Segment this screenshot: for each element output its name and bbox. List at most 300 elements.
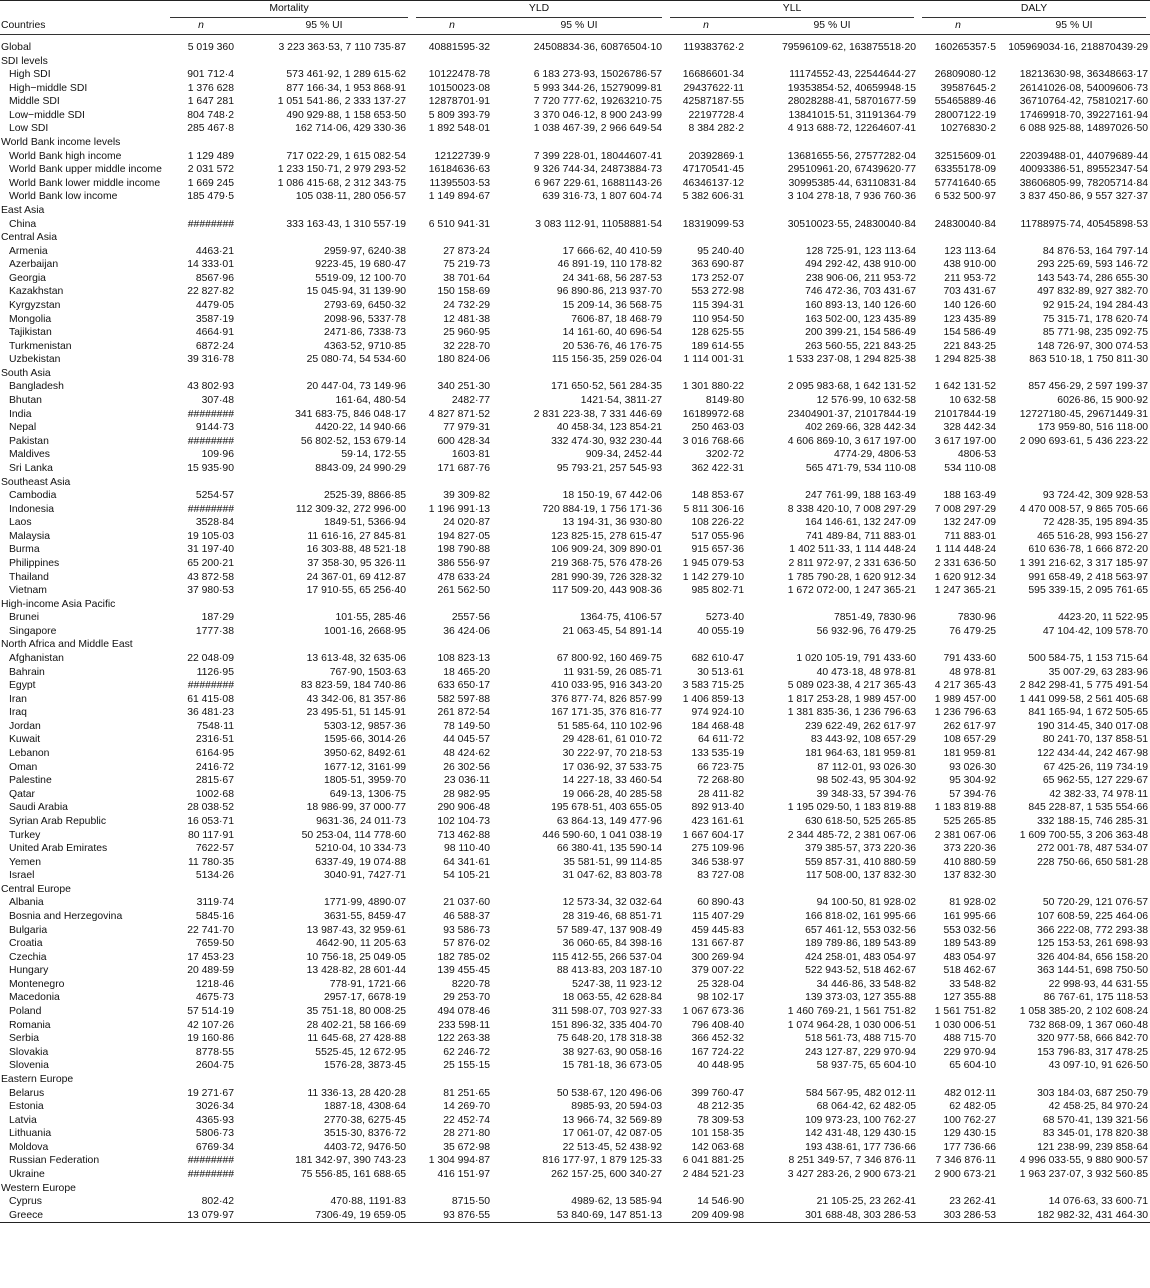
- table-row: [0, 326, 1150, 340]
- ui-cell: 1 441 099·58, 2 561 405·68: [1019, 693, 1149, 705]
- table-row: [0, 258, 1150, 272]
- group-heading: Southeast Asia: [1, 476, 71, 488]
- ui-cell: 75 648·20, 178 318·38: [556, 1033, 663, 1045]
- ui-cell: 68 570·41, 139 321·56: [1042, 1114, 1149, 1126]
- ui-cell: 584 567·95, 482 012·11: [805, 1087, 917, 1099]
- n-cell: 36 424·06: [443, 625, 491, 637]
- table-row: [0, 896, 1150, 910]
- ui-cell: 424 258·01, 483 054·97: [805, 951, 917, 963]
- n-cell: 974 924·10: [691, 707, 745, 719]
- group-heading: East Asia: [1, 204, 45, 216]
- ui-cell: 2 095 983·68, 1 642 131·52: [787, 381, 917, 393]
- n-cell: 985 802·71: [691, 585, 745, 597]
- ui-cell: 105969034·16, 218870439·29: [1008, 42, 1149, 53]
- table-row: [0, 706, 1150, 720]
- ui-cell: 1 963 237·07, 3 932 560·85: [1019, 1168, 1149, 1180]
- ui-cell: 12 576·99, 10 632·58: [816, 395, 917, 407]
- ui-cell: 639 316·73, 1 807 604·74: [542, 191, 663, 203]
- ui-cell: 161·64, 480·54: [335, 395, 407, 407]
- n-cell: 102 104·73: [437, 815, 491, 827]
- group-daly: DALY: [918, 1, 1150, 19]
- n-cell: 1218·46: [195, 978, 234, 990]
- country-name: Sri Lanka: [9, 462, 53, 474]
- n-cell: 6769·34: [195, 1141, 234, 1153]
- table-row: [0, 543, 1150, 557]
- ui-cell: 9223·45, 19 680·47: [315, 259, 407, 271]
- n-cell: 95 240·40: [697, 245, 745, 257]
- n-cell: 410 880·59: [943, 856, 997, 868]
- ui-cell: 4420·22, 14 940·66: [315, 422, 407, 434]
- table-row: [0, 462, 1150, 476]
- ui-cell: 518 561·73, 488 715·70: [805, 1033, 917, 1045]
- ui-cell: 11788975·74, 40545898·53: [1020, 218, 1149, 230]
- n-cell: 42 107·26: [187, 1019, 234, 1031]
- table-row: [0, 190, 1150, 204]
- n-cell: 386 556·97: [437, 557, 491, 569]
- ui-cell: 95 793·21, 257 545·93: [556, 462, 663, 474]
- group-heading: North Africa and Middle East: [1, 639, 133, 651]
- ui-cell: 13 987·43, 32 959·61: [306, 924, 407, 936]
- n-cell: 63355178·09: [934, 164, 997, 176]
- n-cell: 122 263·38: [437, 1033, 491, 1045]
- n-cell: 19 271·67: [187, 1087, 234, 1099]
- ui-cell: 4 913 688·72, 12264607·41: [787, 123, 917, 135]
- n-cell: 32515609·01: [934, 150, 997, 162]
- n-cell: 1 247 365·21: [934, 585, 997, 597]
- n-cell: 189 543·89: [943, 938, 997, 950]
- n-cell: 1 406 859·13: [682, 693, 745, 705]
- n-cell: 109·96: [201, 449, 234, 461]
- n-cell: 22 827·82: [187, 286, 234, 298]
- ui-cell: 5247·38, 11 923·12: [572, 978, 663, 990]
- ui-cell: 109 973·23, 100 762·27: [805, 1114, 917, 1126]
- n-cell: 290 906·48: [437, 802, 491, 814]
- table-row: [0, 652, 1150, 666]
- n-cell: 7830·96: [957, 612, 997, 624]
- n-cell: 6164·95: [195, 748, 234, 760]
- country-name: Georgia: [9, 272, 46, 284]
- n-cell: 161 995·66: [943, 911, 997, 922]
- table-row: [0, 1087, 1150, 1101]
- country-name: Vietnam: [9, 585, 47, 597]
- n-cell: 8149·80: [705, 395, 745, 407]
- ui-cell: 1 391 216·62, 3 317 185·97: [1019, 557, 1149, 569]
- n-cell: 83 727·08: [697, 870, 745, 882]
- n-cell: 2416·72: [195, 761, 234, 773]
- table-row: [0, 842, 1150, 856]
- n-cell: 1 183 819·88: [934, 802, 997, 814]
- ui-cell: 1 381 835·36, 1 236 796·63: [787, 707, 917, 719]
- n-cell: 7 346 876·11: [935, 1155, 997, 1167]
- ui-cell: 1 785 790·28, 1 620 912·34: [787, 571, 917, 583]
- n-cell: 65 200·21: [187, 557, 234, 569]
- table-row: [0, 869, 1150, 883]
- n-cell: 123 113·64: [944, 245, 997, 257]
- country-name: Bahrain: [9, 666, 45, 678]
- ui-cell: 143 543·74, 286 655·30: [1037, 272, 1149, 284]
- n-cell: 303 286·53: [918, 1209, 998, 1223]
- table-row: [0, 489, 1150, 503]
- ui-cell: 65 962·55, 127 229·67: [1042, 775, 1149, 787]
- ui-cell: 767·90, 1503·63: [329, 666, 407, 678]
- n-cell: 40881595·32: [428, 42, 491, 53]
- ui-cell: 56 802·52, 153 679·14: [300, 435, 407, 447]
- ui-cell: 2959·97, 6240·38: [323, 245, 407, 257]
- n-cell: 108 823·13: [437, 653, 491, 665]
- table-row: [0, 421, 1150, 435]
- n-cell: 23 036·11: [443, 775, 491, 787]
- ui-cell: 171 650·52, 561 284·35: [551, 381, 663, 393]
- country-name: Malaysia: [9, 530, 50, 542]
- ui-cell: 573 461·92, 1 289 615·62: [286, 69, 407, 81]
- ui-cell: 15 209·14, 36 568·75: [562, 299, 663, 311]
- table-row: [0, 733, 1150, 747]
- n-cell: 37 980·53: [187, 585, 234, 597]
- ui-cell: 24 341·68, 56 287·53: [562, 272, 663, 284]
- ui-cell: 465 516·28, 993 156·27: [1037, 530, 1149, 542]
- table-row: [0, 693, 1150, 707]
- ui-header: 95 % UI: [236, 18, 412, 35]
- n-cell: 14 269·70: [443, 1101, 491, 1113]
- n-cell: 150 158·69: [437, 286, 491, 298]
- n-cell: 2316·51: [195, 734, 234, 746]
- ui-cell: 38606805·99, 78205714·84: [1019, 177, 1149, 189]
- n-cell: 221 843·25: [943, 340, 997, 352]
- n-cell: 534 110·08: [944, 462, 997, 474]
- table-row: [0, 380, 1150, 394]
- n-cell: 261 562·50: [437, 585, 491, 597]
- table-row: [0, 951, 1150, 965]
- ui-cell: 57 589·47, 137 908·49: [556, 924, 663, 936]
- n-cell: 93 876·55: [412, 1209, 492, 1223]
- ui-cell: 2793·69, 6450·32: [323, 299, 407, 311]
- n-cell: 182 785·02: [437, 951, 491, 963]
- group-heading-row: [0, 55, 1150, 69]
- n-cell: 682 610·47: [691, 653, 745, 665]
- n-cell: 42587187·55: [682, 96, 745, 108]
- ui-cell: 303 184·03, 687 250·79: [1037, 1087, 1149, 1099]
- table-row: [0, 353, 1150, 367]
- table-row: [0, 856, 1150, 870]
- table-row: [0, 109, 1150, 123]
- table-row: [0, 625, 1150, 639]
- n-cell: 18319099·53: [682, 218, 745, 230]
- n-cell: 7659·50: [195, 938, 234, 950]
- ui-cell: 115 156·35, 259 026·04: [551, 354, 663, 366]
- n-cell: 373 220·36: [943, 843, 997, 855]
- n-cell: 133 535·19: [691, 748, 745, 760]
- ui-cell: 115 412·55, 266 537·04: [551, 951, 663, 963]
- n-cell: 43 872·58: [187, 571, 234, 583]
- n-cell: 72 268·80: [697, 775, 745, 787]
- n-cell: 8 384 282·2: [688, 123, 745, 135]
- n-cell: 1 642 131·52: [934, 381, 997, 393]
- table-row: [0, 829, 1150, 843]
- n-cell: 1 561 751·82: [934, 1006, 997, 1018]
- country-name: Croatia: [9, 938, 43, 950]
- n-cell: 6872·24: [195, 340, 234, 352]
- country-name: High−middle SDI: [9, 82, 88, 94]
- ui-cell: 816 177·97, 1 879 125·33: [542, 1155, 663, 1167]
- n-cell: 76 479·25: [949, 625, 997, 637]
- ui-cell: 5525·45, 12 672·95: [315, 1046, 407, 1058]
- ui-cell: 332 474·30, 932 230·44: [551, 435, 663, 447]
- ui-cell: 3 223 363·53, 7 110 735·87: [278, 42, 407, 53]
- ui-cell: 2098·96, 5337·78: [323, 313, 407, 325]
- ui-header: 95 % UI: [492, 18, 666, 35]
- table-row: [0, 788, 1150, 802]
- ui-cell: 16 303·88, 48 521·18: [306, 544, 407, 556]
- ui-cell: 17 910·55, 65 256·40: [306, 585, 407, 597]
- n-cell: 24830040·84: [934, 218, 997, 230]
- n-cell: 1 142 279·10: [682, 571, 745, 583]
- ui-cell: 40 458·34, 123 854·21: [556, 422, 663, 434]
- table-row: [0, 1005, 1150, 1019]
- ui-cell: 1 402 511·33, 1 114 448·24: [789, 544, 917, 556]
- header-column-row: [0, 18, 1150, 35]
- n-cell: 6 041 881·25: [682, 1155, 745, 1167]
- table-row: [0, 1032, 1150, 1046]
- country-name: Pakistan: [9, 435, 49, 447]
- ui-cell: 9631·36, 24 011·73: [316, 815, 407, 827]
- ui-cell: 19 066·28, 40 285·58: [562, 788, 663, 800]
- ui-cell: 75 315·71, 178 620·74: [1042, 313, 1149, 325]
- ui-cell: 1771·99, 4890·07: [323, 897, 407, 909]
- n-cell: 16 053·71: [187, 815, 234, 827]
- table-header: [0, 1, 1150, 42]
- n-cell: 154 586·49: [943, 327, 997, 339]
- table-row: [0, 571, 1150, 585]
- n-cell: 1 669 245: [187, 177, 234, 189]
- country-name: Belarus: [9, 1087, 45, 1099]
- ui-cell: 17 666·62, 40 410·59: [562, 245, 663, 257]
- ui-cell: 1421·54, 3811·27: [580, 395, 663, 407]
- n-cell: 18 465·20: [443, 666, 491, 678]
- n-cell: 518 462·67: [943, 965, 997, 977]
- n-cell: 139 455·45: [437, 965, 491, 977]
- n-cell: ########: [187, 218, 234, 230]
- ui-cell: 173 959·80, 516 118·00: [1037, 422, 1149, 434]
- ui-cell: 151 896·32, 335 404·70: [551, 1019, 663, 1031]
- n-cell: 892 913·40: [691, 802, 745, 814]
- country-name: Greece: [0, 1209, 166, 1223]
- n-cell: 19 160·86: [187, 1033, 234, 1045]
- ui-cell: 857 456·29, 2 597 199·37: [1028, 381, 1149, 393]
- n-cell: 48 978·81: [949, 666, 997, 678]
- n-cell: 140 126·60: [943, 299, 997, 311]
- ui-cell: 29 428·61, 61 010·72: [562, 734, 663, 746]
- n-cell: 184 468·48: [691, 720, 745, 732]
- country-name: Palestine: [9, 775, 52, 787]
- n-cell: 10122478·78: [428, 69, 491, 81]
- ui-cell: 18 986·99, 37 000·77: [306, 802, 407, 814]
- n-cell: 901 712·4: [187, 69, 234, 81]
- ui-cell: 3950·62, 8492·61: [323, 748, 407, 760]
- n-cell: 189 614·55: [691, 340, 745, 352]
- ui-cell: 20 536·76, 46 176·75: [562, 340, 663, 352]
- n-cell: 123 435·89: [943, 313, 997, 325]
- table-row: [0, 272, 1150, 286]
- table-row: [0, 910, 1150, 924]
- table-row: [0, 1154, 1150, 1168]
- ui-cell: 3631·55, 8459·47: [323, 911, 407, 922]
- n-cell: 4806·53: [957, 449, 997, 461]
- ui-cell: 841 165·94, 1 672 505·65: [1028, 707, 1149, 719]
- ui-cell: 1595·66, 3014·26: [323, 734, 407, 746]
- n-cell: 1002·68: [195, 788, 234, 800]
- table-row: [0, 801, 1150, 815]
- n-cell: 1777·38: [195, 625, 234, 637]
- country-name: Uzbekistan: [9, 354, 61, 366]
- country-name: Poland: [9, 1006, 42, 1018]
- country-name: Low SDI: [9, 123, 49, 135]
- n-cell: 36 481·23: [187, 707, 234, 719]
- n-cell: 459 445·83: [691, 924, 745, 936]
- ui-cell: 7 399 228·01, 18044607·41: [533, 150, 663, 162]
- ui-cell: 4642·90, 11 205·63: [316, 938, 407, 950]
- ui-cell: 30 222·97, 70 218·53: [562, 748, 663, 760]
- table-row: [0, 761, 1150, 775]
- ui-cell: 5 089 023·38, 4 217 365·43: [787, 680, 917, 692]
- ui-cell: 1 233 150·71, 2 979 293·52: [277, 164, 407, 176]
- n-cell: 19 105·03: [187, 530, 234, 542]
- n-cell: 2557·56: [451, 612, 491, 624]
- table-row: [0, 313, 1150, 327]
- ui-cell: 1 020 105·19, 791 433·60: [796, 653, 917, 665]
- ui-cell: 43 342·06, 81 357·86: [306, 693, 407, 705]
- ui-cell: 219 368·75, 576 478·26: [551, 557, 663, 569]
- n-cell: 300 269·94: [691, 951, 745, 963]
- n-cell: 2 331 636·50: [934, 557, 997, 569]
- ui-cell: 101·55, 285·46: [335, 612, 407, 624]
- n-header: n: [918, 18, 998, 35]
- country-name: Laos: [9, 517, 32, 529]
- country-name: Indonesia: [9, 503, 55, 515]
- table-row: [0, 340, 1150, 354]
- ui-cell: 2471·86, 7338·73: [323, 327, 407, 339]
- country-name: World Bank high income: [9, 150, 122, 162]
- n-cell: 5134·26: [195, 870, 234, 882]
- n-cell: 108 226·22: [691, 517, 745, 529]
- ui-cell: 28028288·41, 58701677·59: [787, 96, 917, 108]
- n-cell: 2482·77: [451, 395, 491, 407]
- n-cell: ########: [187, 1168, 234, 1180]
- country-name: Lebanon: [9, 748, 50, 760]
- n-cell: 142 063·68: [691, 1141, 745, 1153]
- n-cell: 28 411·82: [697, 788, 745, 800]
- ui-cell: 2 842 298·41, 5 775 491·54: [1019, 680, 1149, 692]
- n-cell: 21 037·60: [443, 897, 491, 909]
- ui-cell: 13841015·51, 31191364·79: [788, 109, 917, 121]
- n-cell: ########: [187, 435, 234, 447]
- table-row: [0, 924, 1150, 938]
- n-cell: 62 482·05: [949, 1101, 997, 1113]
- n-cell: 711 883·01: [944, 530, 997, 542]
- n-cell: 399 760·47: [691, 1087, 745, 1099]
- table-row: [0, 516, 1150, 530]
- n-cell: 600 428·34: [437, 435, 491, 447]
- n-cell: 38 701·64: [443, 272, 491, 284]
- ui-cell: 35 581·51, 99 114·85: [563, 856, 663, 868]
- country-name: Egypt: [9, 680, 36, 692]
- ui-cell: 42 458·25, 84 970·24: [1048, 1101, 1149, 1113]
- ui-cell: [998, 462, 1150, 476]
- n-cell: 1 989 457·00: [934, 693, 997, 705]
- n-cell: 3119·74: [196, 897, 234, 909]
- n-cell: 366 452·32: [691, 1033, 745, 1045]
- country-name: Turkey: [9, 829, 41, 841]
- table-row: [0, 679, 1150, 693]
- country-name: Bhutan: [9, 395, 42, 407]
- ui-cell: 79596109·62, 163875518·20: [781, 42, 917, 53]
- table-row: [0, 218, 1150, 232]
- ui-cell: 262 157·25, 600 340·27: [551, 1168, 663, 1180]
- ui-cell: 4363·52, 9710·85: [323, 340, 407, 352]
- n-cell: 132 247·09: [943, 517, 997, 529]
- ui-cell: 42 382·33, 74 978·11: [1049, 788, 1149, 800]
- n-cell: 194 827·05: [437, 530, 491, 542]
- ui-cell: 50 538·67, 120 496·06: [556, 1087, 663, 1099]
- n-cell: 250 463·03: [691, 422, 745, 434]
- n-cell: 488 715·70: [943, 1033, 997, 1045]
- country-name: Middle SDI: [9, 96, 60, 108]
- n-cell: 12878701·91: [428, 96, 491, 108]
- ui-cell: 610 636·78, 1 666 872·20: [1028, 544, 1149, 556]
- ui-cell: 1 460 769·21, 1 561 751·82: [787, 1006, 917, 1018]
- n-cell: 328 442·34: [943, 422, 997, 434]
- country-name: Saudi Arabia: [9, 802, 68, 814]
- country-name: Russian Federation: [9, 1155, 100, 1167]
- n-cell: 14 546·90: [697, 1196, 745, 1208]
- n-cell: 5806·73: [195, 1128, 234, 1140]
- group-yll: YLL: [666, 1, 918, 19]
- ui-cell: 67 425·26, 119 734·19: [1043, 761, 1149, 773]
- n-cell: 29 253·70: [443, 992, 491, 1004]
- ui-cell: 8843·09, 24 990·29: [315, 462, 407, 474]
- country-name: Kazakhstan: [9, 286, 64, 298]
- n-cell: 553 032·56: [943, 924, 997, 936]
- ui-cell: 17 061·07, 42 087·05: [562, 1128, 663, 1140]
- country-name: Romania: [9, 1019, 51, 1031]
- ui-cell: 14 161·60, 40 696·54: [562, 327, 663, 339]
- n-cell: 98 110·40: [443, 843, 491, 855]
- n-cell: 1 294 825·38: [934, 354, 997, 366]
- ui-cell: 117 509·20, 443 908·36: [551, 585, 663, 597]
- ui-cell: 8 338 420·10, 7 008 297·29: [787, 503, 917, 515]
- ui-cell: 25 080·74, 54 534·60: [306, 354, 407, 366]
- ui-cell: 1364·75, 4106·57: [579, 612, 663, 624]
- table-row: [0, 584, 1150, 598]
- n-cell: 5845·16: [195, 911, 234, 922]
- country-name: Nepal: [9, 422, 37, 434]
- n-cell: 9144·73: [195, 422, 234, 434]
- n-cell: 1 030 006·51: [934, 1019, 997, 1031]
- n-cell: 15 935·90: [187, 462, 234, 474]
- n-cell: 25 155·15: [443, 1060, 491, 1072]
- n-cell: 1 892 548·01: [428, 123, 491, 135]
- country-name: Tajikistan: [9, 327, 52, 339]
- ui-cell: 500 584·75, 1 153 715·64: [1028, 653, 1149, 665]
- n-cell: 173 252·07: [691, 272, 745, 284]
- ui-cell: 4 606 869·10, 3 617 197·00: [787, 435, 917, 447]
- table-row: [0, 1114, 1150, 1128]
- n-cell: 791 433·60: [943, 653, 997, 665]
- n-cell: 275 109·96: [691, 843, 745, 855]
- country-name: Macedonia: [9, 992, 60, 1004]
- ui-cell: 247 761·99, 188 163·49: [805, 490, 917, 502]
- ui-cell: 4403·72, 9476·50: [323, 1141, 407, 1153]
- ui-cell: 9 326 744·34, 24873884·73: [533, 164, 663, 176]
